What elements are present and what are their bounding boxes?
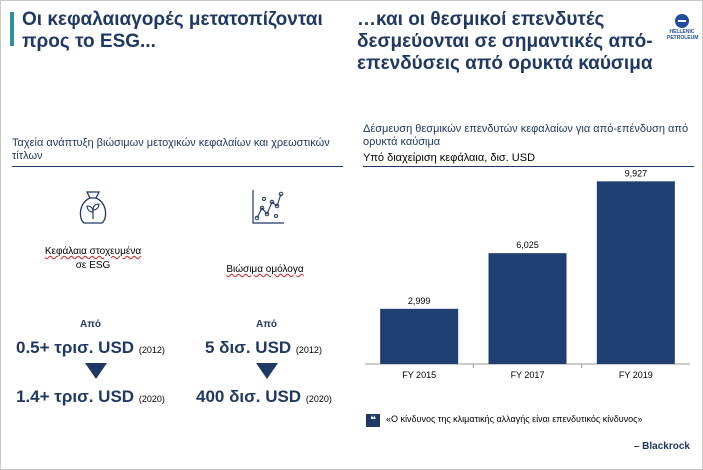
logo-text-line1: HELLENIC	[669, 29, 695, 35]
right-title: …και οι θεσμικοί επενδυτές δεσμεύονται σε σημαντικές από-επενδύσεις από ορυκτά καύσιμα	[357, 9, 653, 74]
x-tick-label: FY 2015	[402, 370, 437, 380]
scatter-growth-icon	[250, 188, 286, 226]
esg-end-value: 1.4+ τρισ. USD (2020)	[16, 387, 165, 406]
divestment-bar-chart	[360, 170, 695, 385]
bonds-down-arrow-icon	[256, 363, 278, 379]
bonds-end-value: 400 δισ. USD (2020)	[196, 387, 332, 406]
x-tick-label: FY 2019	[618, 370, 653, 380]
esg-funds-label-line2: σε ESG	[75, 260, 111, 271]
esg-from-label: Από	[80, 319, 101, 330]
logo-text-line2: PETROLEUM	[667, 35, 699, 41]
left-section-rule	[12, 166, 343, 167]
bar-fy-2015	[380, 309, 458, 364]
left-section-title: Ταχεία ανάπτυξη βιώσιμων μετοχικών κεφαλαίων και χρεωστικών τίτλων	[12, 137, 330, 162]
bonds-start-value: 5 δισ. USD (2012)	[205, 338, 322, 357]
esg-funds-label	[18, 245, 168, 273]
esg-down-arrow-icon	[85, 363, 107, 379]
esg-funds-label-line1: Κεφάλαια στοχευμένα	[44, 246, 142, 257]
esg-start-value: 0.5+ τρισ. USD (2012)	[16, 338, 165, 357]
data-label: 6,025	[516, 240, 539, 251]
title-accent-bar	[10, 12, 14, 46]
bar-fy-2017	[489, 253, 567, 364]
quote-icon: ❝	[366, 414, 380, 427]
quote-author: – Blackrock	[633, 441, 690, 452]
bonds-from-label: Από	[256, 319, 277, 330]
x-tick-label: FY 2017	[510, 370, 545, 380]
right-section-subtitle: Υπό διαχείριση κεφάλαια, δισ. USD	[363, 152, 536, 164]
sustainable-bonds-label: Βιώσιμα ομόλογα	[226, 264, 304, 275]
data-label: 9,927	[624, 170, 648, 179]
left-title: Οι κεφαλαιαγορές μετατοπίζονται προς το ESG...	[22, 9, 323, 52]
bar-fy-2019	[597, 181, 675, 364]
money-bag-plant-icon	[76, 188, 110, 226]
right-section-rule	[363, 166, 694, 167]
data-label: 2,999	[407, 295, 431, 306]
company-logo	[667, 14, 697, 48]
hellenic-petroleum-logo-icon	[675, 14, 689, 28]
quote-text: «Ο κίνδυνος της κλιματικής αλλαγής είναι επενδυτικός κίνδυνος»	[386, 414, 643, 424]
right-section-title: Δέσμευση θεσμικών επενδυτών κεφαλαίων για από-επένδυση από ορυκτά καύσιμα	[363, 123, 689, 148]
